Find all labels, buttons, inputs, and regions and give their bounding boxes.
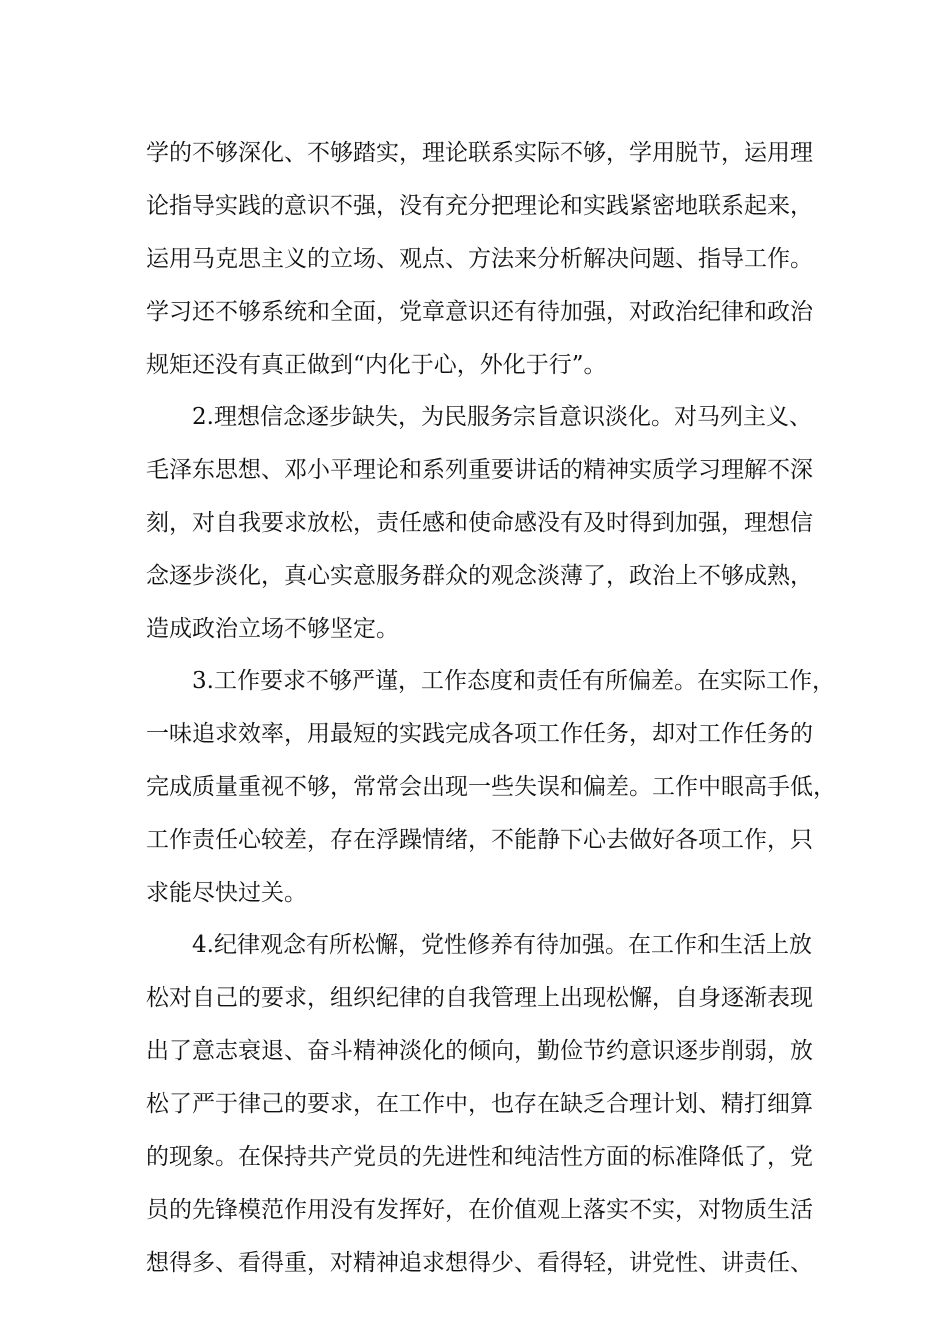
text-line: 学的不够深化、不够踏实，理论联系实际不够，学用脱节，运用理 (146, 140, 813, 166)
text-line: 刻，对自我要求放松，责任感和使命感没有及时得到加强，理想信 (146, 510, 813, 536)
text-line: 出了意志衰退、奋斗精神淡化的倾向，勤俭节约意识逐步削弱，放 (146, 1038, 813, 1064)
text-line: 规矩还没有真正做到“内化于心，外化于行”。 (146, 352, 607, 378)
text-line: 求能尽快过关。 (146, 880, 307, 906)
paragraph-2-first-line: 2.理想信念逐步缺失，为民服务宗旨意识淡化。对马列主义、 (192, 404, 812, 430)
text-line: 运用马克思主义的立场、观点、方法来分析解决问题、指导工作。 (146, 246, 813, 272)
text-line: 工作责任心较差，存在浮躁情绪，不能静下心去做好各项工作，只 (146, 827, 813, 853)
paragraph-3-first-line: 3.工作要求不够严谨，工作态度和责任有所偏差。在实际工作， (192, 668, 835, 694)
text-line: 论指导实践的意识不强，没有充分把理论和实践紧密地联系起来， (146, 193, 813, 219)
text-line: 学习还不够系统和全面，党章意识还有待加强，对政治纪律和政治 (146, 299, 813, 325)
paragraph-4-first-line: 4.纪律观念有所松懈，党性修养有待加强。在工作和生活上放 (192, 932, 812, 958)
text-line: 完成质量重视不够，常常会出现一些失误和偏差。工作中眼高手低， (146, 774, 836, 800)
text-line: 念逐步淡化，真心实意服务群众的观念淡薄了，政治上不够成熟， (146, 563, 813, 589)
text-line: 想得多、看得重，对精神追求想得少、看得轻，讲党性、讲责任、 (146, 1250, 813, 1276)
text-line: 的现象。在保持共产党员的先进性和纯洁性方面的标准降低了，党 (146, 1144, 813, 1170)
text-line: 毛泽东思想、邓小平理论和系列重要讲话的精神实质学习理解不深 (146, 457, 813, 483)
text-line: 员的先锋模范作用没有发挥好，在价值观上落实不实，对物质生活 (146, 1197, 813, 1223)
text-line: 造成政治立场不够坚定。 (146, 616, 399, 642)
text-line: 松了严于律己的要求，在工作中，也存在缺乏合理计划、精打细算 (146, 1091, 813, 1117)
text-line: 松对自己的要求，组织纪律的自我管理上出现松懈，自身逐渐表现 (146, 985, 813, 1011)
text-line: 一味追求效率，用最短的实践完成各项工作任务，却对工作任务的 (146, 721, 813, 747)
